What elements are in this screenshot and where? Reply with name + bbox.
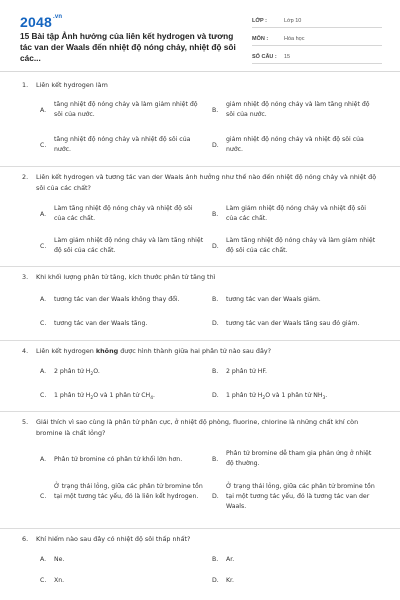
question-divider: [0, 166, 400, 167]
question-divider: [0, 528, 400, 529]
option-1b[interactable]: B. giảm nhiệt độ nóng chảy và làm tăng nhiệt độ sôi của nước.: [212, 101, 370, 118]
meta-row-count: [252, 48, 382, 64]
option-6b[interactable]: B. Ar.: [212, 556, 235, 563]
option-5b[interactable]: B. Phân tử bromine dễ tham gia phản ứng ở nhiệt độ thường.: [212, 450, 372, 467]
option-3c[interactable]: C. tương tác van der Waals tăng.: [40, 320, 148, 327]
document-title: 15 Bài tập Ảnh hưởng của liên kết hydrogen và tương tác van der Waals đến nhiệt độ nóng chảy, nhiệt độ sôi các...: [20, 31, 236, 63]
meta-row-class: [252, 12, 382, 28]
document-meta: [252, 12, 382, 66]
meta-value: 15: [284, 54, 291, 60]
option-4b[interactable]: B. 2 phân tử HF.: [212, 368, 267, 375]
meta-value: Lớp 10: [284, 18, 302, 24]
option-2d[interactable]: D. Làm tăng nhiệt độ nóng chảy và làm giảm nhiệt độ sôi của các chất.: [212, 237, 376, 254]
question-divider: [0, 266, 400, 267]
meta-label: MÔN :: [252, 36, 269, 42]
question-2: 2. Liên kết hydrogen và tương tác van der Waals ảnh hưởng như thế nào đến nhiệt độ nóng chảy và nhiệt độ sôi của các chất?: [22, 173, 377, 192]
option-5c[interactable]: C. Ở trạng thái lỏng, giữa các phân tử bromine tồn tại một tương tác yếu, đó là liên kết hydrogen.: [40, 483, 203, 500]
option-6c[interactable]: C. Xn.: [40, 577, 65, 584]
question-1: 1. Liên kết hydrogen làm: [22, 81, 108, 89]
question-6: 6. Khí hiếm nào sau đây có nhiệt độ sôi thấp nhất?: [22, 535, 191, 543]
question-divider: [0, 340, 400, 341]
option-5d[interactable]: D. Ở trạng thái lỏng, giữa các phân tử bromine tồn tại một tương tác yếu, đó là tương tác van der Waals.: [212, 483, 375, 510]
question-3: 3. Khi khối lượng phân tử tăng, kích thước phân tử tăng thì: [22, 273, 216, 281]
question-5: 5. Giải thích vì sao cùng là phân tử phân cực, ở nhiệt độ phòng, fluorine, chlorine là những chất khí còn bromine là chất lỏng?: [22, 418, 359, 437]
page-header: [0, 0, 400, 70]
option-3d[interactable]: D. tương tác van der Waals tăng sau đó giảm.: [212, 320, 360, 327]
option-1a[interactable]: A. tăng nhiệt độ nóng chảy và làm giảm nhiệt độ sôi của nước.: [40, 101, 198, 118]
option-2b[interactable]: B. Làm giảm nhiệt độ nóng chảy và nhiệt độ sôi của các chất.: [212, 205, 366, 222]
option-4d[interactable]: D. 1 phân tử $H_2O$ và 1 phân tử $NH_3$.: [212, 392, 328, 402]
option-1c[interactable]: C. tăng nhiệt độ nóng chảy và nhiệt độ sôi của nước.: [40, 136, 191, 153]
meta-label: LỚP :: [252, 18, 267, 24]
option-6a[interactable]: A. Ne.: [40, 556, 65, 563]
meta-value: Hóa học: [284, 36, 305, 42]
header-divider: [0, 71, 400, 72]
option-3b[interactable]: B. tương tác van der Waals giảm.: [212, 296, 321, 303]
option-4c[interactable]: C. 1 phân tử $H_2O$ và 1 phân tử $CH_4$.: [40, 392, 155, 402]
site-logo[interactable]: $2048^{.vn}$: [20, 14, 63, 30]
option-6d[interactable]: D. Kr.: [212, 577, 234, 584]
meta-label: SỐ CÂU :: [252, 54, 277, 60]
question-4: 4. Liên kết hydrogen không được hình thành giữa hai phân tử nào sau đây?: [22, 347, 272, 355]
question-divider: [0, 411, 400, 412]
option-1d[interactable]: D. giảm nhiệt độ nóng chảy và nhiệt độ sôi của nước.: [212, 136, 364, 153]
option-5a[interactable]: A. Phân tử bromine có phân tử khối lớn hơn.: [40, 456, 183, 463]
option-2a[interactable]: A. Làm tăng nhiệt độ nóng chảy và nhiệt độ sôi của các chất.: [40, 205, 193, 222]
meta-row-subject: [252, 30, 382, 46]
option-3a[interactable]: A. tương tác van der Waals không thay đổi.: [40, 296, 180, 303]
option-2c[interactable]: C. Làm giảm nhiệt độ nóng chảy và làm tăng nhiệt độ sôi của các chất.: [40, 237, 204, 254]
option-4a[interactable]: A. 2 phân tử $H_2O$.: [40, 368, 100, 378]
